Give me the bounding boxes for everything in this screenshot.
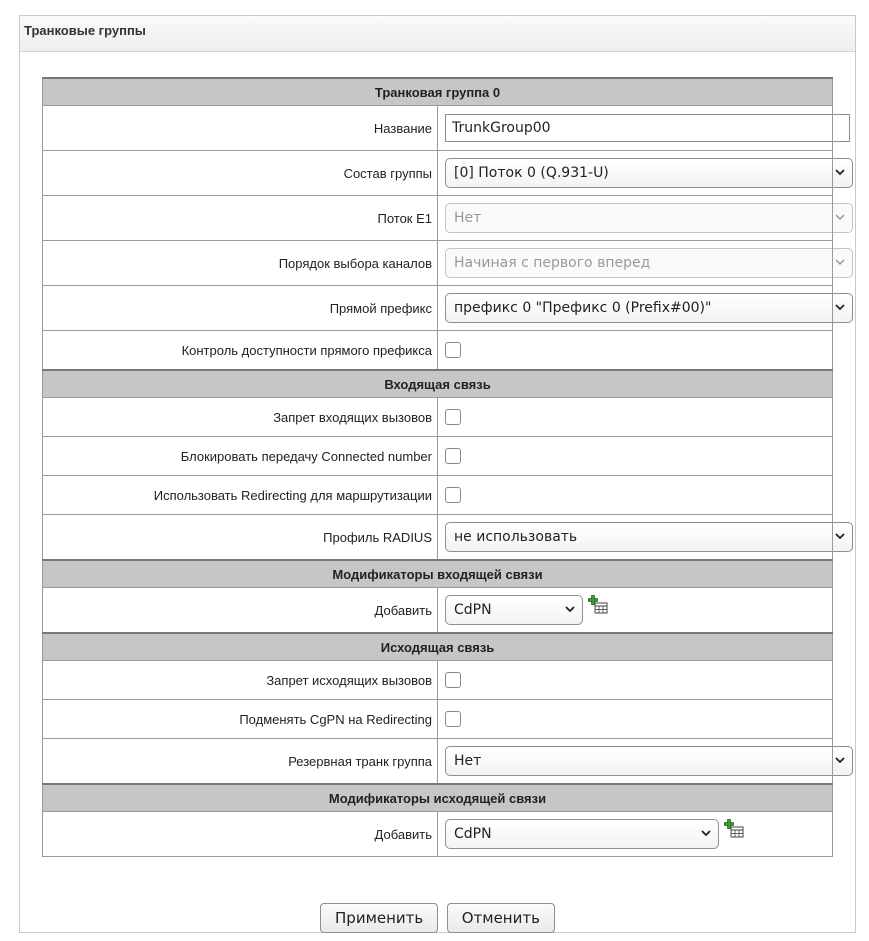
backup-trunk-select[interactable]	[445, 746, 853, 776]
channel-order-value: Начиная с первого вперед	[454, 255, 651, 271]
block-incoming-checkbox[interactable]	[445, 409, 461, 425]
apply-button[interactable]: Применить	[320, 903, 438, 933]
section-header-incoming-modifiers: Модификаторы входящей связи	[43, 560, 833, 588]
panel-title: Транковые группы	[20, 16, 855, 52]
chevron-down-icon	[835, 304, 844, 313]
add-table-icon[interactable]	[724, 819, 746, 842]
backup-trunk-value: Нет	[454, 753, 482, 769]
group-composition-value: [0] Поток 0 (Q.931-U)	[454, 165, 609, 181]
trunk-group-form	[42, 77, 833, 857]
direct-prefix-control-label: Контроль доступности прямого префикса	[43, 331, 438, 371]
backup-trunk-label: Резервная транк группа	[43, 739, 438, 785]
outgoing-add-value: CdPN	[454, 826, 492, 842]
incoming-add-label: Добавить	[43, 588, 438, 634]
direct-prefix-select[interactable]	[445, 293, 853, 323]
form-buttons	[20, 903, 855, 933]
channel-order-label: Порядок выбора каналов	[43, 241, 438, 286]
section-header-outgoing-modifiers: Модификаторы исходящей связи	[43, 784, 833, 812]
block-connected-number-label: Блокировать передачу Connected number	[43, 437, 438, 476]
radius-profile-label: Профиль RADIUS	[43, 515, 438, 561]
chevron-down-icon	[565, 606, 574, 615]
cancel-button[interactable]: Отменить	[447, 903, 555, 933]
chevron-down-icon	[701, 830, 710, 839]
name-label: Название	[43, 106, 438, 151]
block-connected-number-checkbox[interactable]	[445, 448, 461, 464]
use-redirecting-label: Использовать Redirecting для маршрутизации	[43, 476, 438, 515]
direct-prefix-control-checkbox[interactable]	[445, 342, 461, 358]
replace-cgpn-checkbox[interactable]	[445, 711, 461, 727]
section-header-main: Транковая группа 0	[43, 78, 833, 106]
chevron-down-icon	[835, 214, 844, 223]
incoming-add-value: CdPN	[454, 602, 492, 618]
radius-profile-value: не использовать	[454, 529, 578, 545]
section-header-outgoing: Исходящая связь	[43, 633, 833, 661]
trunk-groups-panel	[19, 15, 856, 933]
add-table-icon[interactable]	[588, 595, 610, 618]
chevron-down-icon	[835, 169, 844, 178]
stream-e1-select	[445, 203, 853, 233]
section-header-incoming: Входящая связь	[43, 370, 833, 398]
name-input[interactable]: TrunkGroup00	[445, 114, 850, 142]
chevron-down-icon	[835, 259, 844, 268]
stream-e1-value: Нет	[454, 210, 482, 226]
chevron-down-icon	[835, 757, 844, 766]
incoming-add-select[interactable]	[445, 595, 583, 625]
radius-profile-select[interactable]	[445, 522, 853, 552]
group-composition-label: Состав группы	[43, 151, 438, 196]
block-outgoing-checkbox[interactable]	[445, 672, 461, 688]
stream-e1-label: Поток E1	[43, 196, 438, 241]
channel-order-select	[445, 248, 853, 278]
group-composition-select[interactable]	[445, 158, 853, 188]
outgoing-add-label: Добавить	[43, 812, 438, 857]
use-redirecting-checkbox[interactable]	[445, 487, 461, 503]
block-incoming-label: Запрет входящих вызовов	[43, 398, 438, 437]
outgoing-add-select[interactable]	[445, 819, 719, 849]
direct-prefix-label: Прямой префикс	[43, 286, 438, 331]
direct-prefix-value: префикс 0 "Префикс 0 (Prefix#00)"	[454, 300, 712, 316]
chevron-down-icon	[835, 533, 844, 542]
block-outgoing-label: Запрет исходящих вызовов	[43, 661, 438, 700]
replace-cgpn-label: Подменять CgPN на Redirecting	[43, 700, 438, 739]
